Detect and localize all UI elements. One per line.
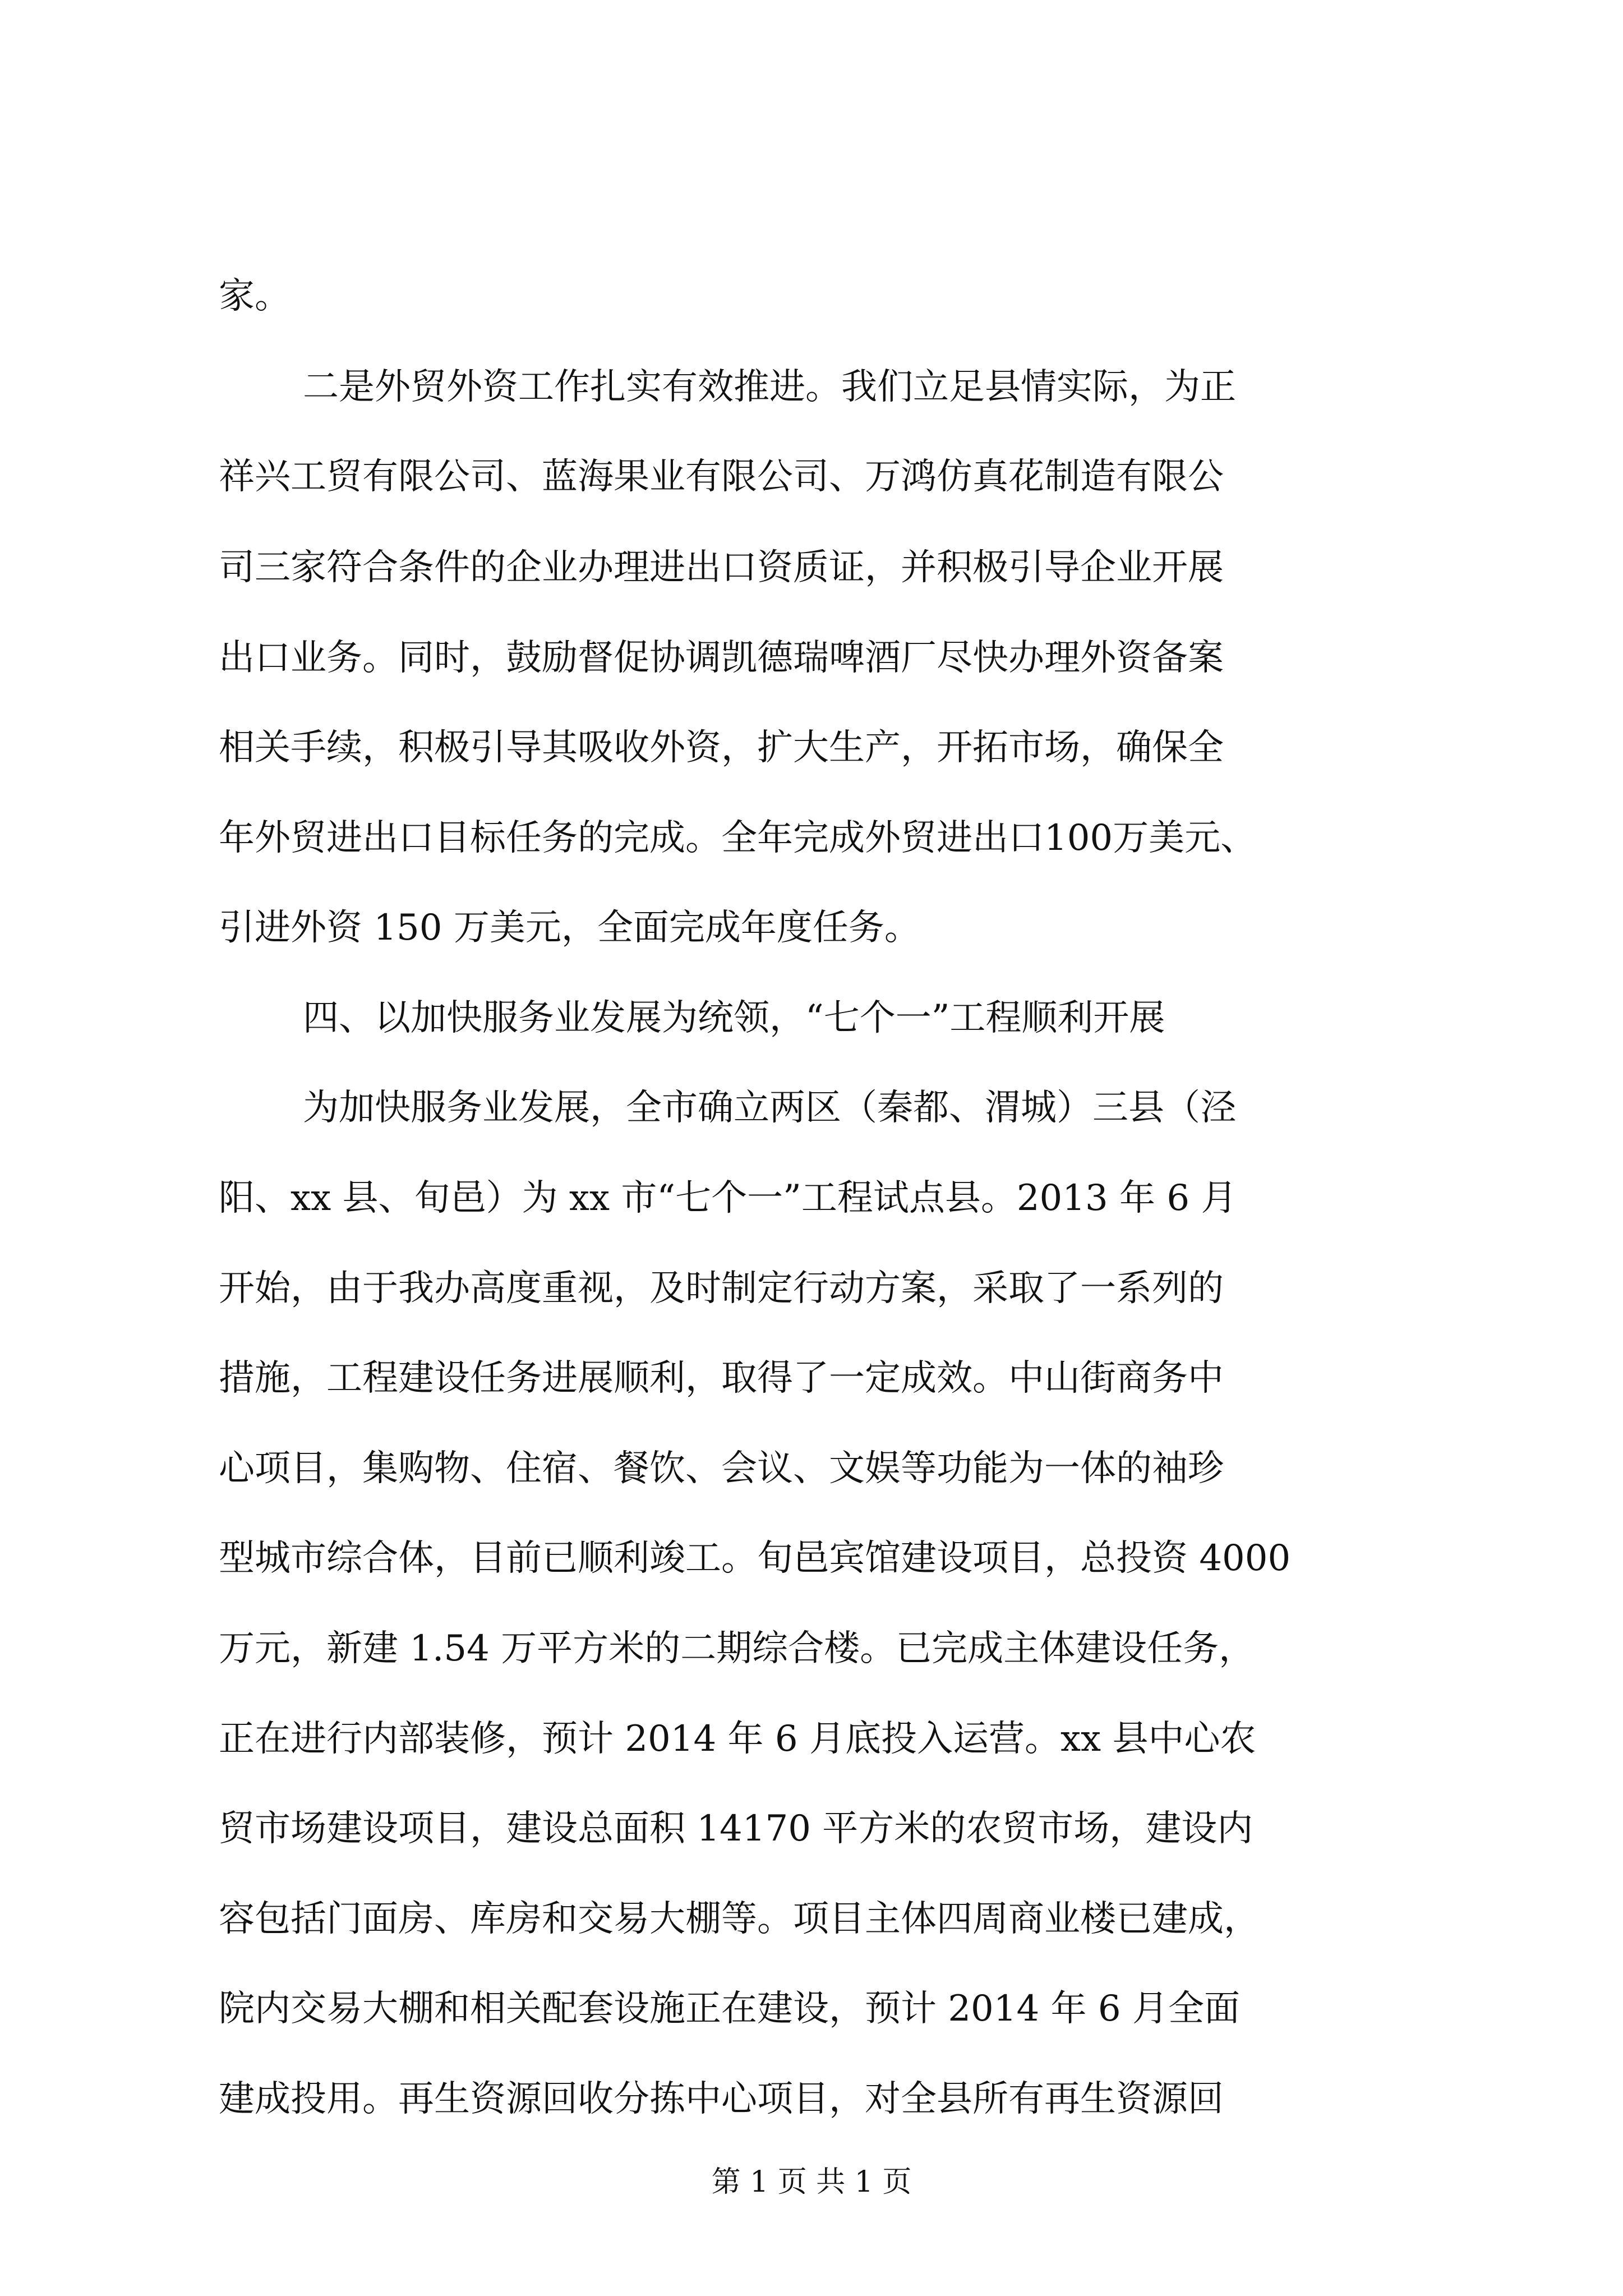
text-line-1: 家。 (219, 275, 291, 317)
text-line-17: 正在进行内部装修，预计 2014 年 6 月底投入运营。xx 县中心农 (219, 1718, 1256, 1760)
text-line-2: 二是外贸外资工作扎实有效推进。我们立足县情实际，为正 (303, 366, 1236, 408)
page-footer: 第 1 页 共 1 页 (711, 2165, 912, 2199)
text-line-6: 相关手续，积极引导其吸收外资，扩大生产，开拓市场，确保全 (219, 727, 1224, 769)
text-line-14: 心项目，集购物、住宿、餐饮、会议、文娱等功能为一体的袖珍 (219, 1448, 1224, 1489)
text-line-13: 措施，工程建设任务进展顺利，取得了一定成效。中山街商务中 (219, 1358, 1224, 1399)
text-line-7: 年外贸进出口目标任务的完成。全年完成外贸进出口100万美元、 (219, 817, 1257, 859)
text-line-12: 开始，由于我办高度重视，及时制定行动方案，采取了一系列的 (219, 1268, 1224, 1309)
text-line-15: 型城市综合体，目前已顺利竣工。旬邑宾馆建设项目，总投资 4000 (219, 1538, 1291, 1579)
text-line-18: 贸市场建设项目，建设总面积 14170 平方米的农贸市场，建设内 (219, 1808, 1253, 1849)
text-line-19: 容包括门面房、库房和交易大棚等。项目主体四周商业楼已建成， (219, 1898, 1260, 1940)
text-line-11: 阳、xx 县、旬邑）为 xx 市“七个一”工程试点县。2013 年 6 月 (219, 1177, 1237, 1219)
text-line-21: 建成投用。再生资源回收分拣中心项目，对全县所有再生资源回 (219, 2078, 1224, 2120)
text-line-8: 引进外资 150 万美元，全面完成年度任务。 (219, 907, 920, 949)
text-line-4: 司三家符合条件的企业办理进出口资质证，并积极引导企业开展 (219, 547, 1224, 588)
text-line-16: 万元，新建 1.54 万平方米的二期综合楼。已完成主体建设任务， (219, 1628, 1255, 1669)
text-line-5: 出口业务。同时，鼓励督促协调凯德瑞啤酒厂尽快办理外资备案 (219, 637, 1224, 679)
text-line-3: 祥兴工贸有限公司、蓝海果业有限公司、万鸿仿真花制造有限公 (219, 456, 1224, 498)
text-line-10: 为加快服务业发展，全市确立两区（秦都、渭城）三县（泾 (303, 1087, 1236, 1129)
section-heading: 四、以加快服务业发展为统领，“七个一”工程顺利开展 (303, 997, 1165, 1039)
text-line-20: 院内交易大棚和相关配套设施正在建设，预计 2014 年 6 月全面 (219, 1988, 1240, 2030)
